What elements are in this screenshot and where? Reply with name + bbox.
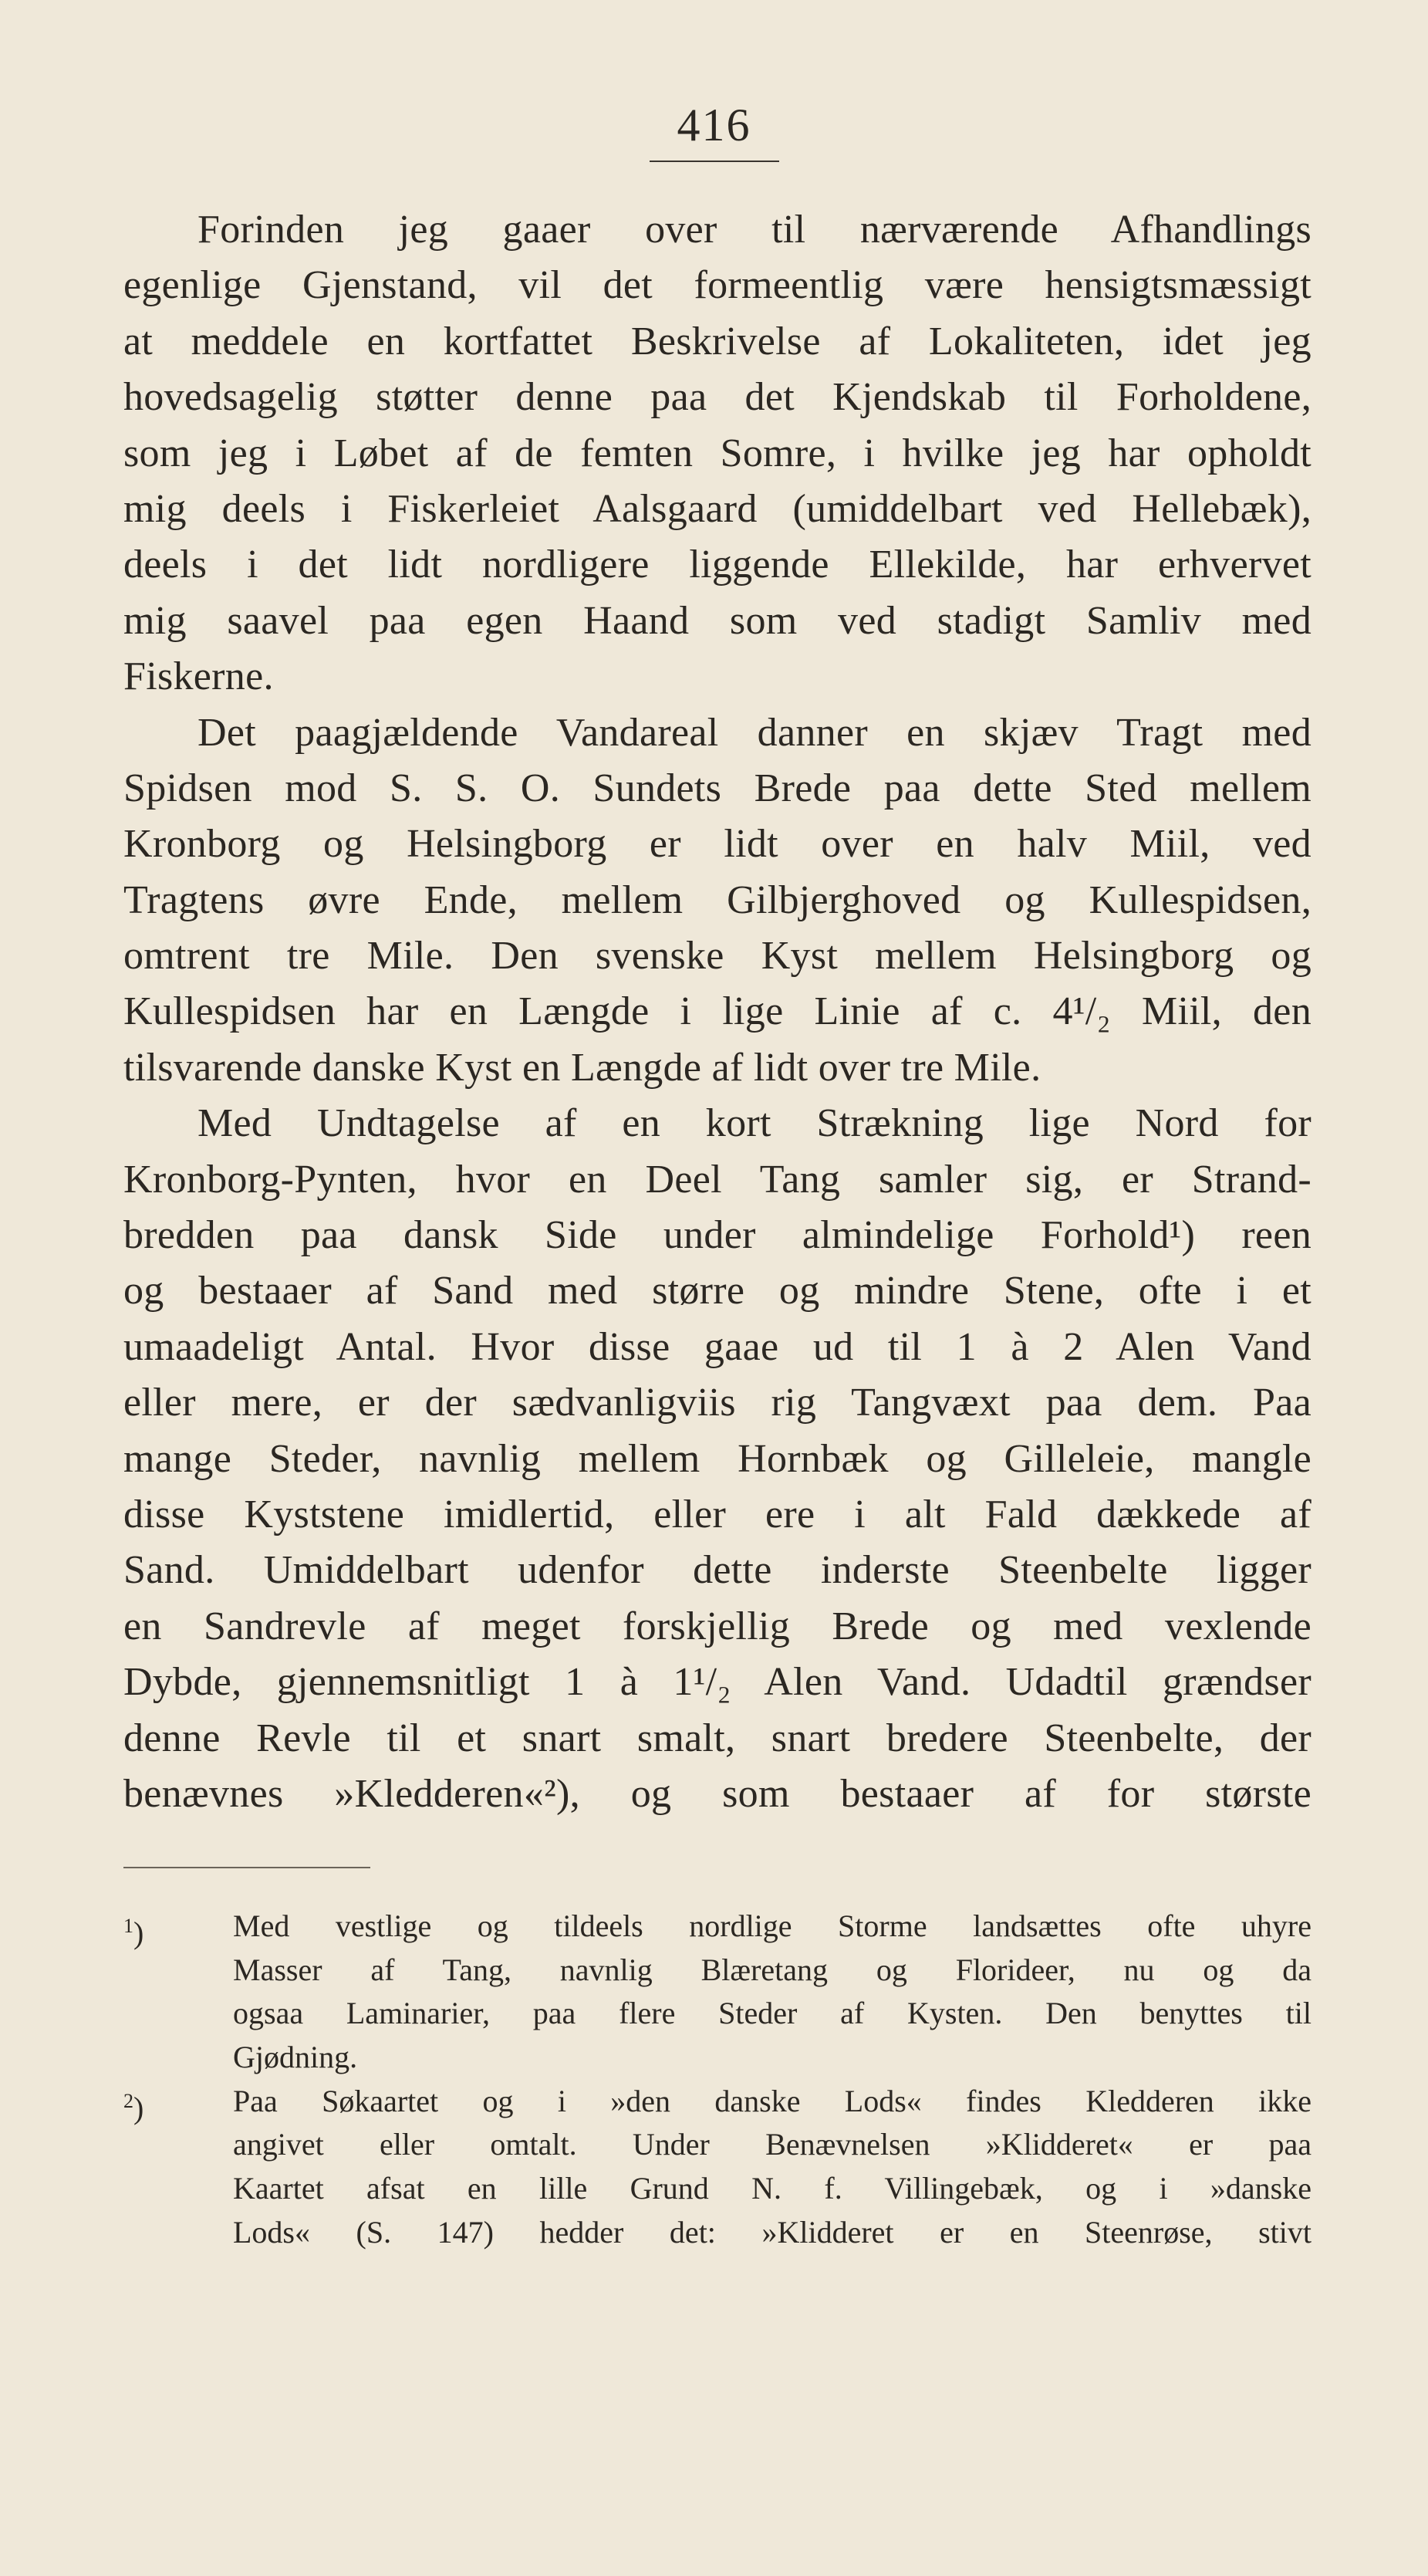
footnote-2 bbox=[123, 2080, 1312, 2255]
body-line: Det paagjældende Vandareal danner en skjæv Tragt med bbox=[197, 710, 1312, 755]
body-line: som jeg i Løbet af de femten Somre, i hvilke jeg har opholdt bbox=[123, 431, 1312, 475]
footnote-marker: $^2$) bbox=[123, 2089, 144, 2125]
body-line: Spidsen mod S. S. O. Sundets Brede paa dette Sted mellem bbox=[123, 766, 1312, 810]
body-text bbox=[123, 202, 1312, 1822]
body-line: og bestaaer af Sand med større og mindre Stene, ofte i et bbox=[123, 1269, 1312, 1313]
footnote-marker: $^1$) bbox=[123, 1915, 144, 1950]
body-line: mange Steder, navnlig mellem Hornbæk og Gilleleie, mangle bbox=[123, 1436, 1312, 1481]
footnotes bbox=[123, 1905, 1312, 2255]
body-line: Fiskerne. bbox=[123, 654, 274, 699]
body-line: en Sandrevle af meget forskjellig Brede og med vexlende bbox=[123, 1604, 1312, 1648]
body-line: disse Kyststene imidlertid, eller ere i alt Fald dækkede af bbox=[123, 1492, 1312, 1536]
footnote-line: ogsaa Laminarier, paa flere Steder af Kysten. Den benyttes til bbox=[233, 1996, 1312, 2031]
body-line: bredden paa dansk Side under almindelige Forhold¹) reen bbox=[123, 1213, 1312, 1258]
body-line: hovedsagelig støtter denne paa det Kjendskab til Forholdene, bbox=[123, 375, 1312, 420]
body-line: Med Undtagelse af en kort Strækning lige Nord for bbox=[197, 1101, 1312, 1146]
body-line: Kullespidsen har en Længde i lige Linie af c. 4¹/₂ Miil, den bbox=[123, 989, 1312, 1034]
body-line: egenlige Gjenstand, vil det formeentlig være hensigtsmæssigt bbox=[123, 263, 1312, 308]
body-line: Sand. Umiddelbart udenfor dette inderste Steenbelte ligger bbox=[123, 1548, 1312, 1593]
body-line: Forinden jeg gaaer over til nærværende Afhandlings bbox=[197, 208, 1312, 252]
body-line: denne Revle til et snart smalt, snart bredere Steenbelte, der bbox=[123, 1716, 1312, 1760]
footnote-line: Paa Søkaartet og i »den danske Lods« findes Kledderen ikke bbox=[233, 2083, 1312, 2118]
footnote-line: angivet eller omtalt. Under Benævnelsen »Klidderet« er paa bbox=[233, 2127, 1312, 2162]
page-number-underline bbox=[650, 161, 779, 162]
footnote-divider bbox=[123, 1867, 370, 1868]
body-line: Tragtens øvre Ende, mellem Gilbjerghoved og Kullespidsen, bbox=[123, 877, 1312, 922]
footnote-1 bbox=[123, 1905, 1312, 2080]
body-line: benævnes »Kledderen«²), og som bestaaer af for største bbox=[123, 1771, 1312, 1816]
body-line: mig deels i Fiskerleiet Aalsgaard (umiddelbart ved Hellebæk), bbox=[123, 486, 1312, 531]
footnote-line: Med vestlige og tildeels nordlige Storme landsættes ofte uhyre bbox=[233, 1908, 1312, 1943]
body-line: deels i det lidt nordligere liggende Ellekilde, har erhvervet bbox=[123, 543, 1312, 587]
body-line: tilsvarende danske Kyst en Længde af lidt over tre Mile. bbox=[123, 1045, 1041, 1090]
body-line: omtrent tre Mile. Den svenske Kyst mellem Helsingborg og bbox=[123, 934, 1312, 979]
footnote-line: Kaartet afsat en lille Grund N. f. Villingebæk, og i »danske bbox=[233, 2171, 1312, 2206]
body-line: Dybde, gjennemsnitligt 1 à 1¹/₂ Alen Vand. Udadtil grændser bbox=[123, 1660, 1312, 1705]
body-line: Kronborg-Pynten, hvor en Deel Tang samler sig, er Strand- bbox=[123, 1157, 1312, 1202]
page-number: 416 bbox=[677, 100, 751, 150]
footnote-line: Masser af Tang, navnlig Blæretang og Florideer, nu og da bbox=[233, 1952, 1312, 1987]
body-line: mig saavel paa egen Haand som ved stadigt Samliv med bbox=[123, 598, 1312, 643]
body-line: at meddele en kortfattet Beskrivelse af Lokaliteten, idet jeg bbox=[123, 319, 1312, 363]
body-line: eller mere, er der sædvanligviis rig Tangvæxt paa dem. Paa bbox=[123, 1381, 1312, 1425]
body-line: umaadeligt Antal. Hvor disse gaae ud til 1 à 2 Alen Vand bbox=[123, 1324, 1312, 1369]
body-line: Kronborg og Helsingborg er lidt over en halv Miil, ved bbox=[123, 822, 1312, 867]
footnote-line: Lods« (S. 147) hedder det: »Klidderet er en Steenrøse, stivt bbox=[233, 2214, 1312, 2250]
footnote-line: Gjødning. bbox=[233, 2040, 358, 2075]
